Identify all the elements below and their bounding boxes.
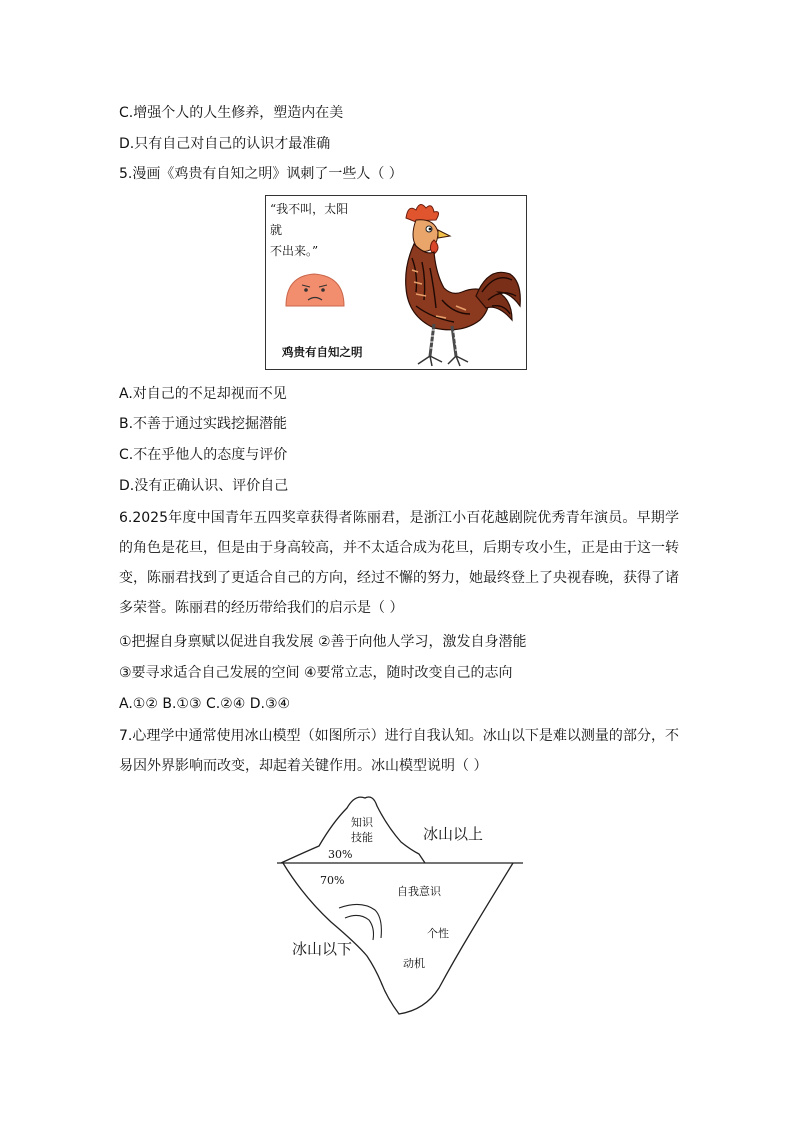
label-personality: 个性 bbox=[427, 927, 449, 940]
q5-option-c: C.不在乎他人的态度与评价 bbox=[119, 447, 288, 463]
q6-stem: 6.2025年度中国青年五四奖章获得者陈丽君，是浙江小百花越剧院优秀青年演员。早期学的角色是花旦，但是由于身高较高，并不太适合成为花旦，后期专攻小生，正是由于这一转变，陈丽君找到了更适合自己的方向，经过不懈的努力，她最终登上了央视春晚，获得了诸多荣誉。陈丽君的经历带给我们的启示是（ ） bbox=[119, 510, 679, 616]
q6-choices: A.①② B.①③ C.②④ D.③④ bbox=[119, 696, 291, 712]
q5-stem: 5.漫画《鸡贵有自知之明》讽刺了一些人（ ） bbox=[119, 166, 403, 182]
label-skill: 技能 bbox=[351, 831, 373, 844]
speech-line-2: 不出来。” bbox=[270, 244, 319, 258]
speech-line-1: “我不叫，太阳就 bbox=[270, 202, 349, 237]
label-above-water: 冰山以上 bbox=[423, 825, 484, 843]
label-below-percent: 70% bbox=[320, 874, 345, 887]
label-self-awareness: 自我意识 bbox=[397, 885, 441, 898]
q6-statements-1: ①把握自身禀赋以促进自我发展 ②善于向他人学习，激发自身潜能 bbox=[119, 634, 527, 650]
q5-option-d: D.没有正确认识、评价自己 bbox=[119, 478, 289, 494]
q5-option-b: B.不善于通过实践挖掘潜能 bbox=[119, 416, 288, 432]
q6-statements-2: ③要寻求适合自己发展的空间 ④要常立志，随时改变自己的志向 bbox=[119, 665, 513, 681]
sad-sun-icon bbox=[286, 274, 344, 306]
q4-option-d: D.只有自己对自己的认识才最准确 bbox=[119, 136, 331, 152]
label-below-water: 冰山以下 bbox=[292, 940, 353, 958]
label-knowledge: 知识 bbox=[351, 816, 373, 829]
label-above-percent: 30% bbox=[328, 848, 353, 861]
rooster-cartoon bbox=[265, 195, 527, 370]
cartoon-caption: 鸡贵有自知之明 bbox=[282, 345, 363, 359]
iceberg-diagram bbox=[275, 792, 525, 1022]
q7-stem: 7.心理学中通常使用冰山模型（如图所示）进行自我认知。冰山以下是难以测量的部分，不易因外界影响而改变，却起着关键作用。冰山模型说明（ ） bbox=[119, 728, 679, 774]
iceberg-drawing bbox=[275, 792, 525, 1022]
q5-option-a: A.对自己的不足却视而不见 bbox=[119, 386, 287, 402]
label-motive: 动机 bbox=[403, 957, 425, 970]
q4-option-c: C.增强个人的人生修养，塑造内在美 bbox=[119, 105, 344, 121]
rooster-icon bbox=[406, 204, 521, 366]
